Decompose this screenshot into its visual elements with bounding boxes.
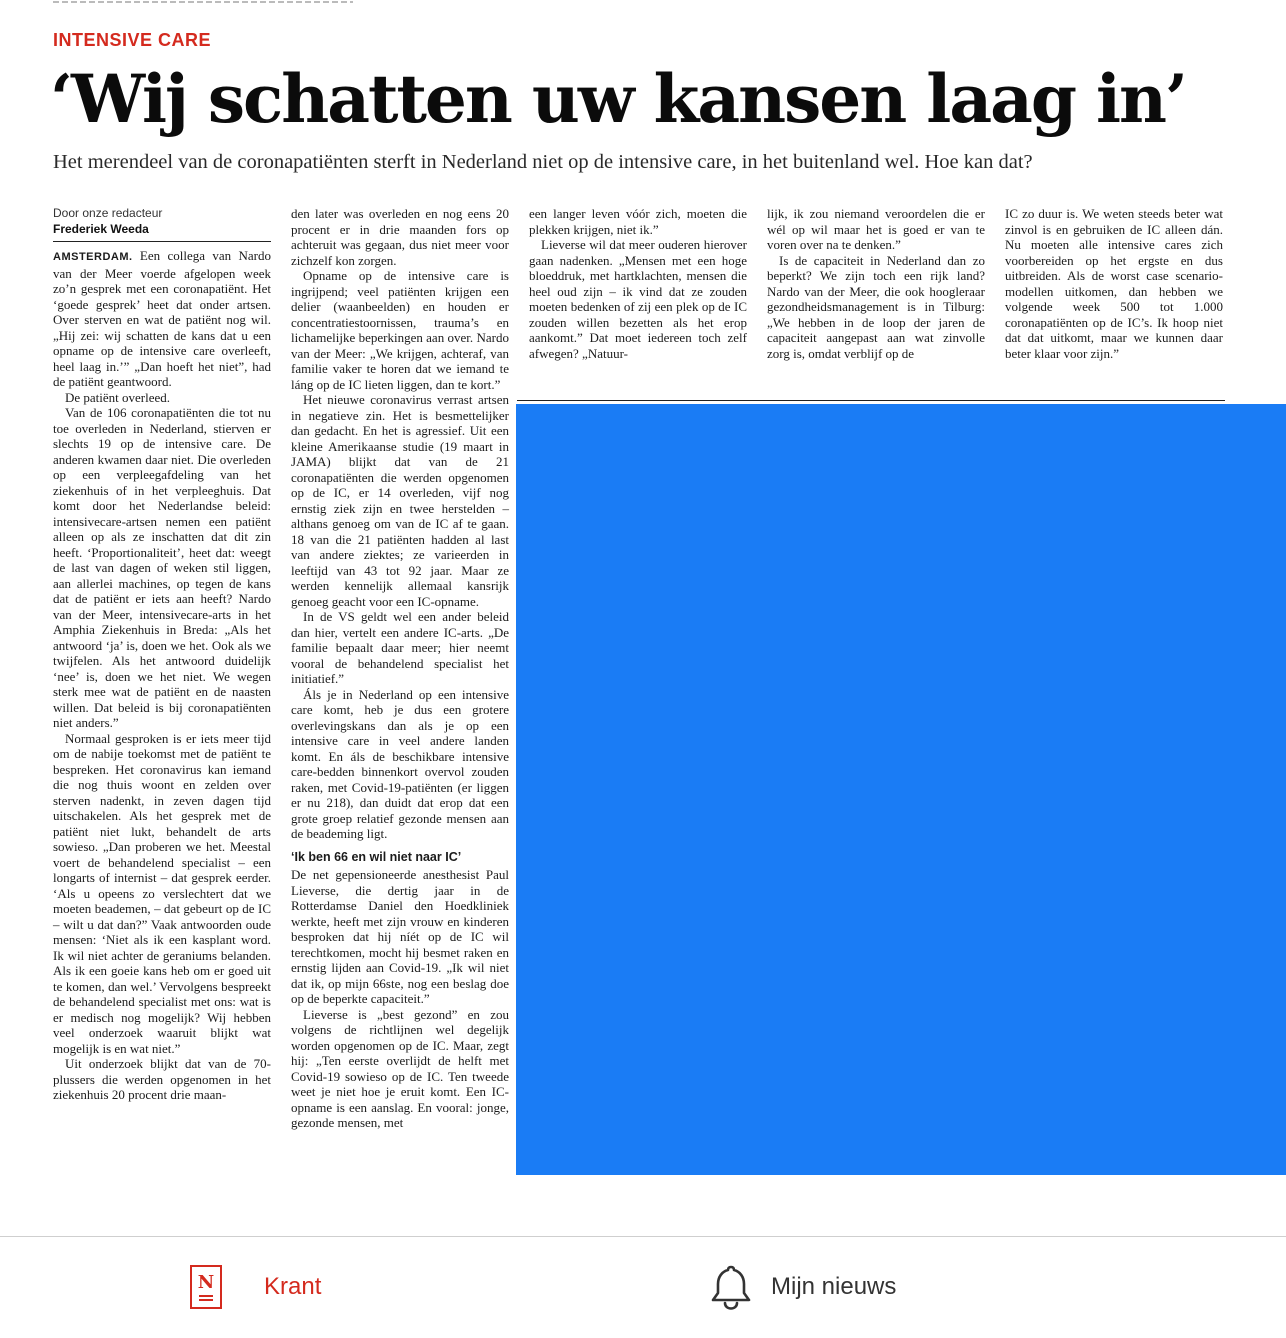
article-paragraph: een langer leven vóór zich, moeten die plekken krijgen, niet ik.” xyxy=(529,206,747,237)
nav-krant-label: Krant xyxy=(264,1273,322,1300)
newspaper-n-icon: N xyxy=(190,1265,222,1309)
article-headline: ‘Wij schatten uw kansen laag in’ xyxy=(50,60,1187,138)
article-column-1 xyxy=(53,206,271,1103)
article-paragraph: De net gepensioneerde anesthesist Paul Lieverse, die dertig jaar in de Rotterdamse Daniel den Hoedkliniek werkte, heeft met zijn vrouw en kinderen besproken dat hij níét op de IC wil terechtkomen, mocht hij besmet raken en ernstig lijden aan Covid-19. „Ik wil niet dat ik, op mijn 66ste, nog een beslag doe op de beperkte capaciteit.” xyxy=(291,867,509,1006)
column-divider-rule xyxy=(517,400,1225,401)
nav-krant[interactable] xyxy=(190,1261,321,1313)
article-paragraph: Het nieuwe coronavirus verrast artsen in negatieve zin. Het is besmettelijker dan gedacht. En het is agressief. Uit een kleine Amerikaanse studie (19 maart in JAMA) blijkt dat van de 21 coronapatiënten die werden opgenomen op de IC, er 14 overleden, vijf nog ernstig ziek zijn en twee herstelden – althans genoeg om van de IC af te gaan. 18 van die 21 patiënten hadden al last van andere ziektes; ze varieerden in leeftijd van 43 tot 92 jaar. Maar ze werden kennelijk allemaal kansrijk genoeg geacht voor een IC-opname. xyxy=(291,392,509,609)
article-paragraph: IC zo duur is. We weten steeds beter wat zinvol is en gebruiken de IC alleen dán. Nu moeten alle intensive cares zich voorbereiden op het ergste en dus uitbreiden. Als de worst case scenario-modellen uitkomen, dan hebben we volgende week 500 tot 1.000 coronapatiënten op de IC’s. Ik hoop niet dat dat uitkomt, maar we kunnen daar beter klaar voor zijn.” xyxy=(1005,206,1223,361)
bottom-navigation-bar xyxy=(0,1236,1286,1338)
article-paragraph: In de VS geldt wel een ander beleid dan hier, vertelt een andere IC-arts. „De familie bepaalt daar meer; hier neemt vooral de behandelend specialist het initiatief.” xyxy=(291,609,509,686)
article-paragraph: AMSTERDAM. Een collega van Nardo van der Meer voerde afgelopen week zo’n gesprek met een coronapatiënt. Het ‘goede gesprek’ heet dat onder artsen. Over sterven en wat de patiënt nog wil. „Hij zei: wij schatten de kans dat u een opname op de intensive care overleeft, heel laag in.’” „Dan hoeft het niet”, had de patiënt geantwoord. xyxy=(53,248,271,389)
article-paragraph: Normaal gesproken is er iets meer tijd om de nabije toekomst met de patiënt te bespreken. Het coronavirus kan iemand die nog thuis woont en zelden over sterven nadenkt, in zeven dagen tijd uitschakelen. Als het gesprek met de patiënt niet lukt, behandelt de arts sowieso. „Dan proberen we het. Meestal voert de behandelend specialist – een longarts of internist – dat gesprek eerder. ‘Als u opeens zo verslechtert dat we moeten beademen, – dat gebeurt op de IC – wilt u dat dan?” Vaak antwoorden oude mensen: ‘Niet als ik een kasplant word. Ik wil niet achter de geraniums belanden. Als ik een goeie kans heb om er goed uit te komen, dan wel.’ Vervolgens bespreekt de behandelend specialist met ons: wat is er medisch nog mogelijk? Wij hebben veel onderzoek waaruit blijkt wat mogelijk is en wat niet.” xyxy=(53,730,271,1056)
article-column-3 xyxy=(529,206,747,361)
dateline: AMSTERDAM. xyxy=(53,251,133,263)
article-paragraph: lijk, ik zou niemand veroordelen die er wél op wil maar het is goed er van te voren over na te denken.” xyxy=(767,206,985,252)
article-paragraph: Opname op de intensive care is ingrijpend; veel patiënten krijgen een delier (waanbeelden) en houden er concentratiestoornissen, trauma’s en lichamelijke beperkingen aan over. Nardo van der Meer: „We krijgen, achteraf, van familie vaker te horen dat we iemand te láng op de IC lieten liggen, dan te kort.” xyxy=(291,268,509,392)
article-paragraph: Lieverse wil dat meer ouderen hierover gaan nadenken. „Mensen met een hoge bloeddruk, met hartklachten, mensen die heel oud zijn – ik vind dat ze zouden moeten bedenken of zij een plek op de IC zouden willen bezetten als het erop aankomt.” Dat moet iedereen toch zelf afwegen? „Natuur- xyxy=(529,237,747,361)
article-paragraph: Áls je in Nederland op een intensive care komt, heb je dus een grotere overlevingskans dan als je op een intensive care in veel andere landen komt. En áls de beschikbare intensive care-bedden binnenkort overvol zouden raken, met Covid-19-patiënten (er liggen er nu 218), dan duidt dat erop dat een grote groep relatief gezonde mensen aan de beademing ligt. xyxy=(291,686,509,841)
section-kicker: INTENSIVE CARE xyxy=(53,30,212,50)
byline-prefix: Door onze redacteur xyxy=(53,206,163,220)
blue-overlay-block xyxy=(516,404,1286,1175)
article-paragraph: den later was overleden en nog eens 20 procent er in drie maanden fors op achteruit was gegaan, dus niet meer voor zichzelf kon zorgen. xyxy=(291,206,509,268)
bell-icon xyxy=(707,1264,755,1310)
article-paragraph: De patiënt overleed. xyxy=(65,389,171,405)
article-paragraph: Lieverse is „best gezond” en zou volgens de richtlijnen wel degelijk worden opgenomen op de IC. Maar, zegt hij: „Ten eerste overlijdt de helft met Covid-19 sowieso op de IC. Ten tweede weet je niet hoe je eruit komt. Een IC-opname is een aanslag. En vooral: jonge, gezonde mensen, met xyxy=(291,1006,509,1130)
article-paragraph: Is de capaciteit in Nederland dan zo beperkt? We zijn toch een rijk land? Nardo van der Meer, die ook hoogleraar gezondheidsmanagement is in Tilburg: „We hebben in de loop der jaren de capaciteit aangepast aan wat zinvolle zorg is, omdat verblijf op de xyxy=(767,252,985,361)
article-subheadline: Het merendeel van de coronapatiënten sterft in Nederland niet op de intensive care, in het buitenland wel. Hoe kan dat? xyxy=(53,151,1033,173)
article-paragraph: Uit onderzoek blijkt dat van de 70-plussers die werden opgenomen in het ziekenhuis 20 procent drie maan- xyxy=(53,1056,271,1102)
nav-mijn-nieuws[interactable] xyxy=(707,1261,896,1313)
byline-author: Frederiek Weeda xyxy=(53,222,271,243)
cropped-previous-text xyxy=(53,0,353,4)
article-column-5 xyxy=(1005,206,1223,361)
article-column-4 xyxy=(767,206,985,361)
article-column-2 xyxy=(291,206,509,1131)
nav-mijn-nieuws-label: Mijn nieuws xyxy=(771,1273,897,1300)
article-subheading: ‘Ik ben 66 en wil niet naar IC’ xyxy=(291,849,462,864)
article-paragraph: Van de 106 coronapatiënten die tot nu toe overleden in Nederland, stierven er slechts 19 op de intensive care. De anderen kwamen daar niet. Die overleden op een verpleegafdeling van het ziekenhuis of in het verpleeghuis. Dat komt door het Nederlandse beleid: intensivecare-artsen nemen een patiënt alleen op als ze inschatten dat dit zin heeft. ‘Proportionaliteit’, heet dat: weegt de last van dagen of weken stil liggen, aan allerlei machines, op tegen de kans dat de patiënt er iets aan heeft? Nardo van der Meer, intensivecare-arts in het Amphia Ziekenhuis in Breda: „Als het antwoord ‘ja’ is, doen we het. Ook als we twijfelen. Als het antwoord duidelijk ‘nee’ is, doen we het niet. We wegen sterk mee wat de patiënt en de naasten willen. Dat beleid is bij coronapatiënten niet anders.” xyxy=(53,405,271,730)
